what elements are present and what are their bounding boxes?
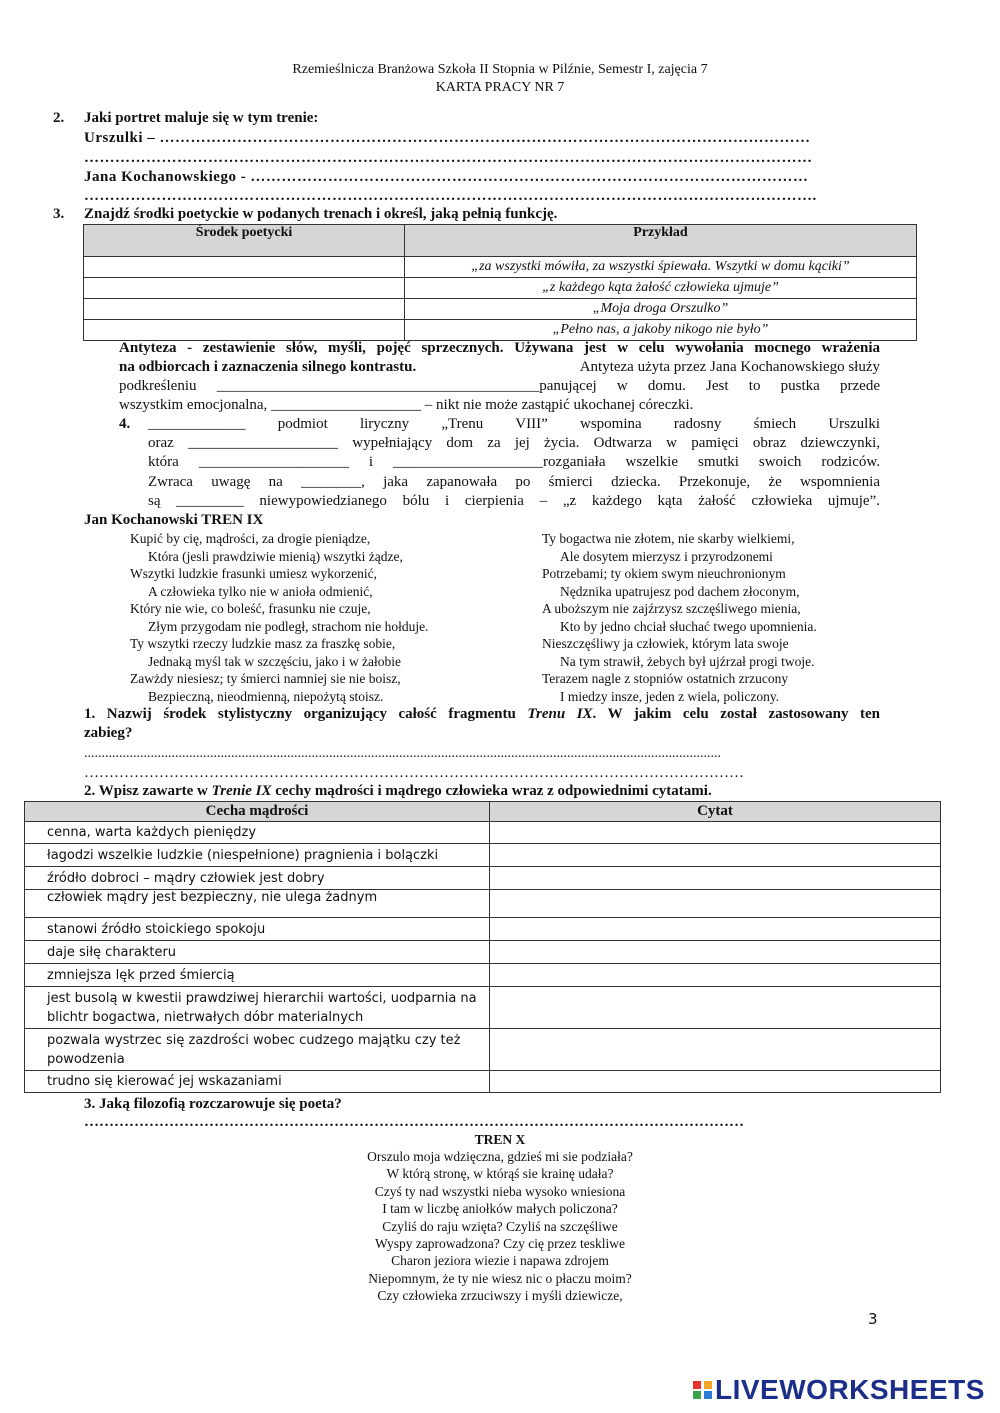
poetic-devices-table (83, 224, 917, 341)
answer-line[interactable]: …………………………………………………………………………………………………………………… (84, 765, 744, 781)
question-text-part: 1. Nazwij środek stylistyczny organizujący całość fragmentu (84, 706, 516, 722)
poem-line: Kupić by cię, mądrości, za drogie pieniądze, (130, 531, 371, 546)
answer-line[interactable]: ...................................................................................................................................................................................... (84, 746, 721, 761)
fill-in-line[interactable]: Zwraca uwagę na ________, jaka zapanowała po śmierci dziecka. Przekonuje, że wspomnienia (148, 474, 880, 490)
answer-line[interactable]: …………………………………………………………………………………………………………………… (84, 1114, 744, 1130)
column-header: Cytat (490, 802, 941, 822)
question-number: 3. (53, 206, 65, 222)
question-title: Jaki portret maluje się w tym trenie: (84, 110, 319, 126)
poem-right-column (542, 530, 817, 705)
fill-in-line[interactable]: wszystkim emocjonalna, ____________________ – nikt nie może zastąpić ukochanej córeczki. (119, 397, 694, 413)
poem-reference: Trenu IX (527, 706, 593, 722)
logo-mark-icon (692, 1381, 712, 1399)
poem-line: A człowieka tylko nie w anioła odmienić, (148, 583, 373, 599)
poem-line: Ale dosytem mierzysz i przyrodzonemi (560, 548, 773, 564)
device-input-cell[interactable] (84, 320, 405, 341)
page-number: 3 (868, 1310, 878, 1328)
logo-square (704, 1391, 712, 1399)
poem-line: Która (jesli prawdziwie mienią) wszytki żądze, (148, 548, 403, 564)
quote-input-cell[interactable] (490, 964, 941, 987)
question-text-part: 2. Wpisz zawarte w (84, 783, 208, 799)
fill-in-line[interactable]: są _________ niewypowiedzianego bólu i cierpienia – „z każdego kąta żałość człowieka ujmuje”. (148, 493, 880, 509)
fill-in-line[interactable]: która ____________________ i ____________________rozganiała wszelkie smutki swoich rodziców. (148, 454, 880, 470)
wisdom-traits-table (24, 801, 941, 1093)
quote-input-cell[interactable] (490, 918, 941, 941)
answer-line[interactable]: ……………………………………………………………………………………………………………………………. (84, 188, 817, 204)
quote-input-cell[interactable] (490, 890, 941, 918)
question-text-part: . W jakim celu został zastosowany ten (592, 706, 880, 722)
poem-line: Czyliś do raju wzięta? Czyliś na szczęśliwe (382, 1218, 618, 1234)
poem-line: Bezpieczną, nieodmienną, niepożytą stoisz. (148, 688, 384, 704)
question-text-end: zabieg? (84, 725, 133, 741)
quote-input-cell[interactable] (490, 1071, 941, 1093)
trait-cell: cenna, warta każdych pieniędzy (25, 822, 490, 844)
question-title: Znajdź środki poetyckie w podanych trenach i określ, jaką pełnią funkcję. (84, 206, 558, 222)
quote-input-cell[interactable] (490, 867, 941, 890)
answer-line-urszulka[interactable]: Urszulki – ……………………………………………………………………………………………………………… (84, 130, 811, 146)
example-quote: „Moja droga Orszulko” (405, 299, 917, 320)
example-quote: „z każdego kąta żałość człowieka ujmuje” (405, 278, 917, 299)
poem-left-column (130, 530, 428, 705)
poem-line: Zawżdy niesiesz; ty śmierci namniej sie nie boisz, (130, 671, 401, 686)
quote-input-cell[interactable] (490, 987, 941, 1029)
school-header: Rzemieślnicza Branżowa Szkoła II Stopnia w Pilźnie, Semestr I, zajęcia 7 (292, 62, 708, 77)
poem-title: Jan Kochanowski TREN IX (84, 512, 264, 528)
logo-text: LIVEWORKSHEETS (715, 1374, 985, 1405)
poem-line: W którą stronę, w którąś sie krainę udała? (386, 1166, 614, 1182)
poem-line: Potrzebami; ty okiem swym nieuchronionym (542, 566, 786, 581)
question-text-part: cechy mądrości i mądrego człowieka wraz z odpowiednimi cytatami. (275, 783, 712, 799)
poem-line: Wyspy zaprowadzona? Czy cię przez teskliwe (375, 1236, 625, 1252)
device-input-cell[interactable] (84, 257, 405, 278)
poem-line: Nędznika upatrujesz pod dachem złoconym, (560, 583, 800, 599)
fill-in-line[interactable]: _____________ podmiot liryczny „Trenu VIII” wspomina radosny śmiech Urszulki (148, 416, 880, 432)
poem-tren-x (0, 1148, 1000, 1305)
trait-cell: łagodzi wszelkie ludzkie (niespełnione) pragnienia i bolączki (25, 844, 490, 867)
trait-cell: zmniejsza lęk przed śmiercią (25, 964, 490, 987)
trait-cell: jest busolą w kwestii prawdziwej hierarchii wartości, uodparnia na blichtr bogactwa, nietrwałych dóbr materialnych (25, 987, 490, 1029)
antyteza-text: Antyteza użyta przez Jana Kochanowskiego służy (579, 359, 880, 375)
question-number: 4. (119, 416, 131, 432)
liveworksheets-logo[interactable] (692, 1374, 985, 1406)
example-quote: „za wszystki mówiła, za wszystki śpiewała. Wszytki w domu kąciki” (405, 257, 917, 278)
column-header: Środek poetycki (84, 225, 405, 257)
poem-line: Wszytki ludzkie frasunki umiesz wykorzenić, (130, 566, 378, 581)
fill-in-line[interactable]: podkreśleniu ___________________________________________panującej w domu. Jest to pustka przede (119, 378, 880, 394)
antyteza-definition-end: na odbiorcach i zaznaczenia silnego kontrastu. (119, 359, 417, 375)
device-input-cell[interactable] (84, 278, 405, 299)
answer-line-jan[interactable]: Jana Kochanowskiego - ……………………………………………………………………………………………… (84, 169, 809, 185)
antyteza-definition: Antyteza - zestawienie słów, myśli, pojęć sprzecznych. Używana jest w celu wywołania mocnego wrażenia (119, 340, 880, 356)
poem-line: Nieszczęśliwy ja człowiek, którym lata swoje (542, 636, 789, 651)
logo-square (704, 1381, 712, 1389)
worksheet-title: KARTA PRACY NR 7 (435, 80, 565, 95)
quote-input-cell[interactable] (490, 822, 941, 844)
trait-cell: człowiek mądry jest bezpieczny, nie ulega żadnym (25, 890, 490, 918)
column-header: Cecha mądrości (25, 802, 490, 822)
poem-line: Terazem nagle z stopniów ostatnich zrzucony (542, 671, 789, 686)
quote-input-cell[interactable] (490, 941, 941, 964)
example-quote: „Pełno nas, a jakoby nikogo nie było” (405, 320, 917, 341)
question-text: 3. Jaką filozofią rozczarowuje się poeta? (84, 1096, 342, 1112)
quote-input-cell[interactable] (490, 1029, 941, 1071)
poem-reference: Trenie IX (211, 783, 272, 799)
fill-in-line[interactable]: oraz ____________________ wypełniający dom za jej życia. Odtwarza w pamięci obraz dziewczynki, (148, 435, 880, 451)
trait-cell: trudno się kierować jej wskazaniami (25, 1071, 490, 1093)
poem-line: Ty wszytki rzeczy ludzkie masz za fraszkę sobie, (130, 636, 396, 651)
poem-line: A uboższym nie zajźrzysz szczęśliwego mienia, (542, 601, 801, 616)
antyteza-line (119, 359, 880, 376)
poem-line: Niepomnym, że ty nie wiesz nic o płaczu moim? (368, 1270, 632, 1286)
poem-line: Charon jeziora wiezie i napawa zdrojem (391, 1253, 609, 1269)
poem-line: Jednaką myśl tak w szczęściu, jako i w żałobie (148, 653, 402, 669)
question-text (84, 783, 712, 800)
poem-line: Który nie wie, co boleść, frasunku nie czuje, (130, 601, 371, 616)
trait-cell: stanowi źródło stoickiego spokoju (25, 918, 490, 941)
poem-line: Ty bogactwa nie złotem, nie skarby wielkiemi, (542, 531, 795, 546)
poem-line: Złym przygodam nie podległ, strachom nie hołduje. (148, 618, 429, 634)
poem-line: Na tym strawił, żebych był ujźrzał progi twoje. (560, 653, 815, 669)
question-number: 2. (53, 110, 65, 126)
poem-line: Czy człowieka zrzuciwszy i myśli dziewicze, (377, 1288, 623, 1304)
answer-line[interactable]: …………………………………………………………………………………………………………………………… (84, 150, 813, 166)
question-text (84, 706, 880, 723)
quote-input-cell[interactable] (490, 844, 941, 867)
poem-line: Kto by jedno chciał słuchać twego upomnienia. (560, 618, 817, 634)
trait-cell: pozwala wystrzec się zazdrości wobec cudzego majątku czy też powodzenia (25, 1029, 490, 1071)
logo-square (693, 1391, 701, 1399)
logo-square (693, 1381, 701, 1389)
poem-line: Orszulo moja wdzięczna, gdzieś mi sie podziała? (367, 1149, 633, 1164)
poem-line: I tam w liczbę aniołków małych policzona? (382, 1201, 618, 1217)
device-input-cell[interactable] (84, 299, 405, 320)
column-header: Przykład (405, 225, 917, 257)
poem-title: TREN X (474, 1132, 526, 1147)
poem-line: I miedzy insze, jeden z wiela, policzony. (560, 688, 780, 704)
trait-cell: źródło dobroci – mądry człowiek jest dobry (25, 867, 490, 890)
trait-cell: daje siłę charakteru (25, 941, 490, 964)
poem-line: Czyś ty nad wszystki nieba wysoko wniesiona (374, 1183, 626, 1199)
